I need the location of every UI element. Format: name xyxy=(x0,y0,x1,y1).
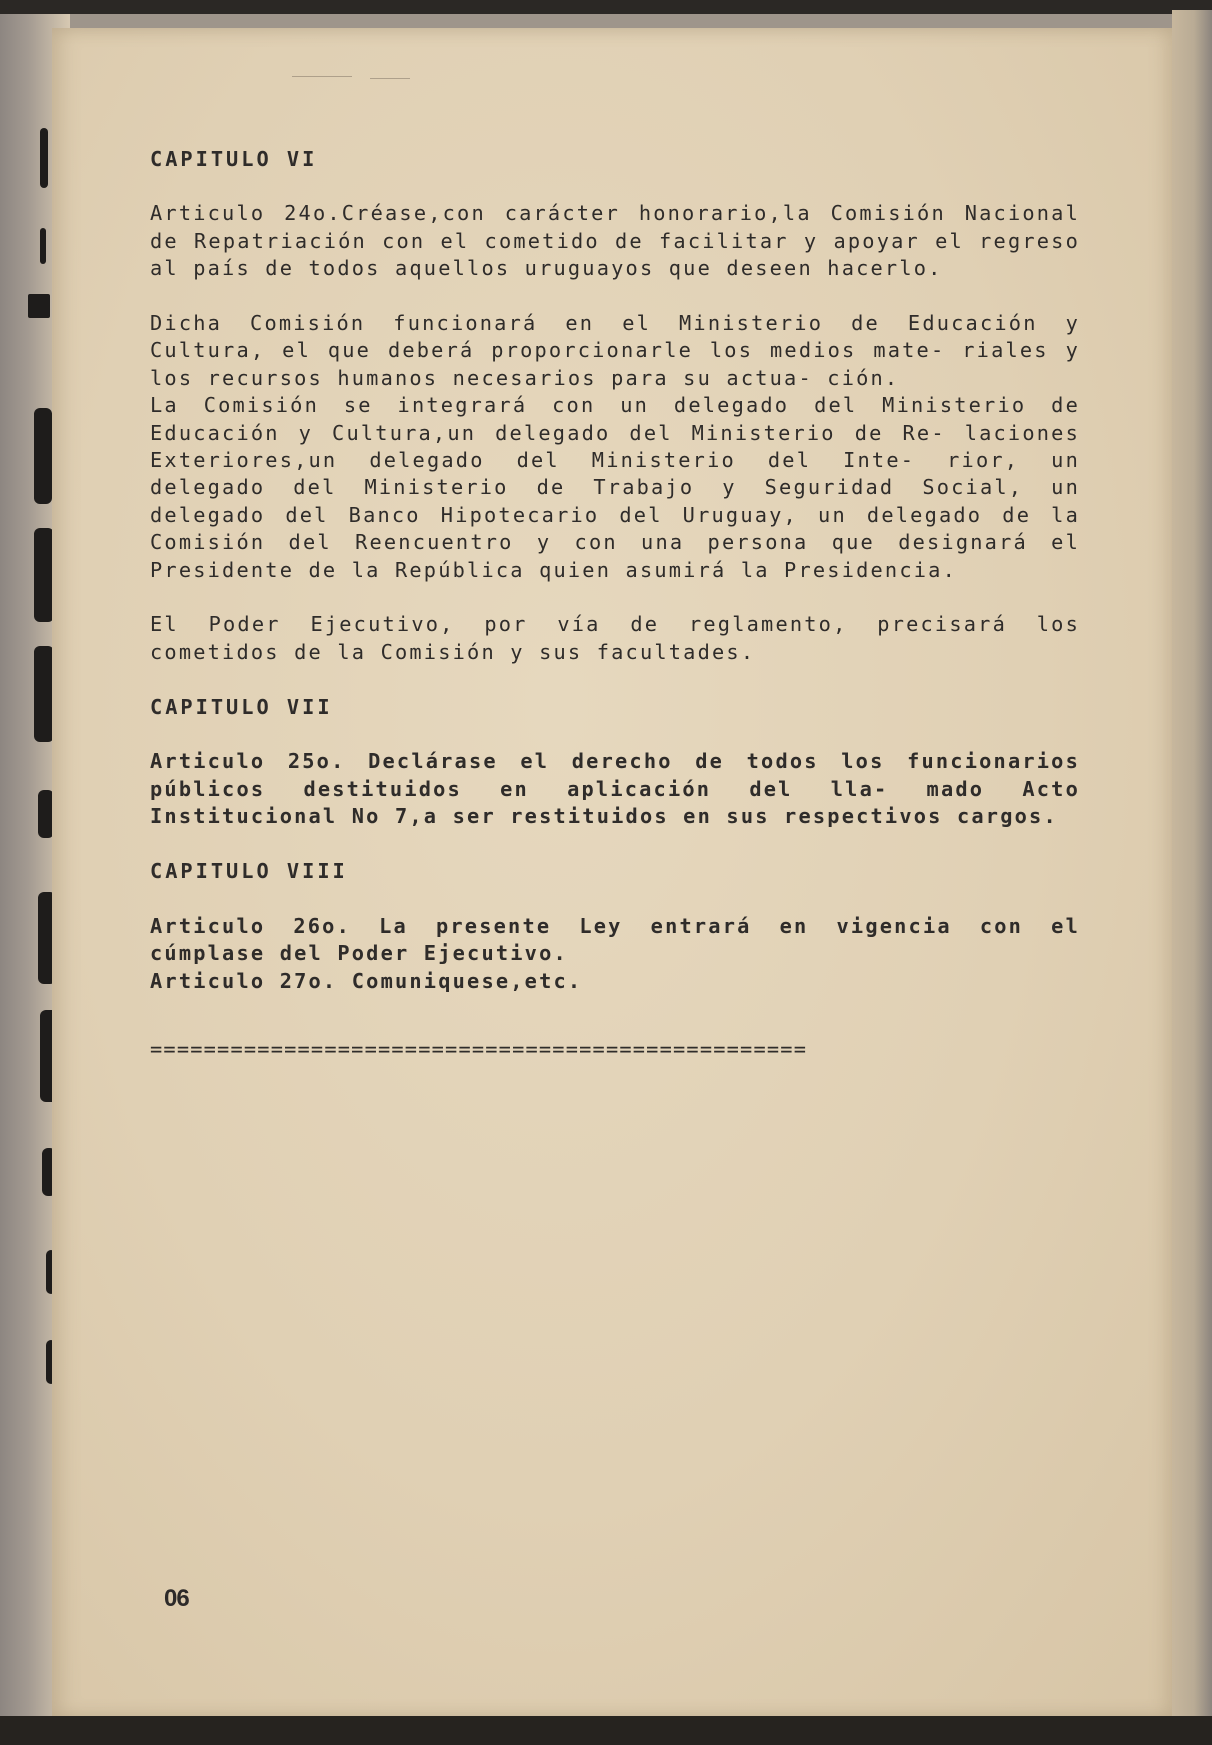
scan-artifact xyxy=(370,78,410,79)
article-paragraph: Articulo 25o. Declárase el derecho de todos los funcionarios públicos destituidos en aplicación del lla- mado Acto Institucional No 7,a ser restituidos en sus respectivos cargos. xyxy=(150,749,1080,829)
article-paragraph: El Poder Ejecutivo, por vía de reglamento, precisará los cometidos de la Comisión y sus facultades. xyxy=(150,612,1080,664)
section-heading: CAPITULO VIII xyxy=(150,859,348,884)
page-right-edge xyxy=(1172,10,1212,1720)
page-number: 06 xyxy=(164,1585,189,1612)
binding-mark xyxy=(34,528,54,622)
scan-artifact xyxy=(292,76,352,77)
binding-mark xyxy=(28,294,50,318)
article-paragraph: La Comisión se integrará con un delegado del Ministerio de Educación y Cultura,un delegado del Ministerio de Re- laciones Exteriores,un delegado del Ministerio del Inte- rior, un delegado del Ministerio de Trabajo y Seguridad Social, un delegado del Banco Hipotecario del Uruguay, un delegado de la Comisión del Reencuentro y con una persona que designará el Presidente de la República quien asumirá la Presidencia. xyxy=(150,393,1080,582)
document-body xyxy=(150,146,1080,1064)
section-heading: CAPITULO VI xyxy=(150,147,318,171)
binding-mark xyxy=(34,408,52,504)
scan-top-border xyxy=(0,0,1212,14)
separator-line: ================================================= xyxy=(150,1037,808,1062)
scan-bottom-border xyxy=(0,1716,1212,1745)
article-paragraph: Articulo 26o. La presente Ley entrará en vigencia con el cúmplase del Poder Ejecutivo. xyxy=(150,913,1080,966)
binding-mark xyxy=(40,128,48,188)
binding-mark xyxy=(40,228,46,264)
section-heading: CAPITULO VII xyxy=(150,694,333,719)
article-paragraph: Articulo 27o. Comuniquese,etc. xyxy=(150,968,583,993)
article-paragraph: Dicha Comisión funcionará en el Ministerio de Educación y Cultura, el que deberá proporcionarle los medios mate- riales y los recursos humanos necesarios para su actua- ción. xyxy=(150,311,1080,390)
article-paragraph: Articulo 24o.Créase,con carácter honorario,la Comisión Nacional de Repatriación con el cometido de facilitar y apoyar el regreso al país de todos aquellos uruguayos que deseen hacerlo. xyxy=(150,201,1080,281)
binding-mark xyxy=(34,646,54,742)
